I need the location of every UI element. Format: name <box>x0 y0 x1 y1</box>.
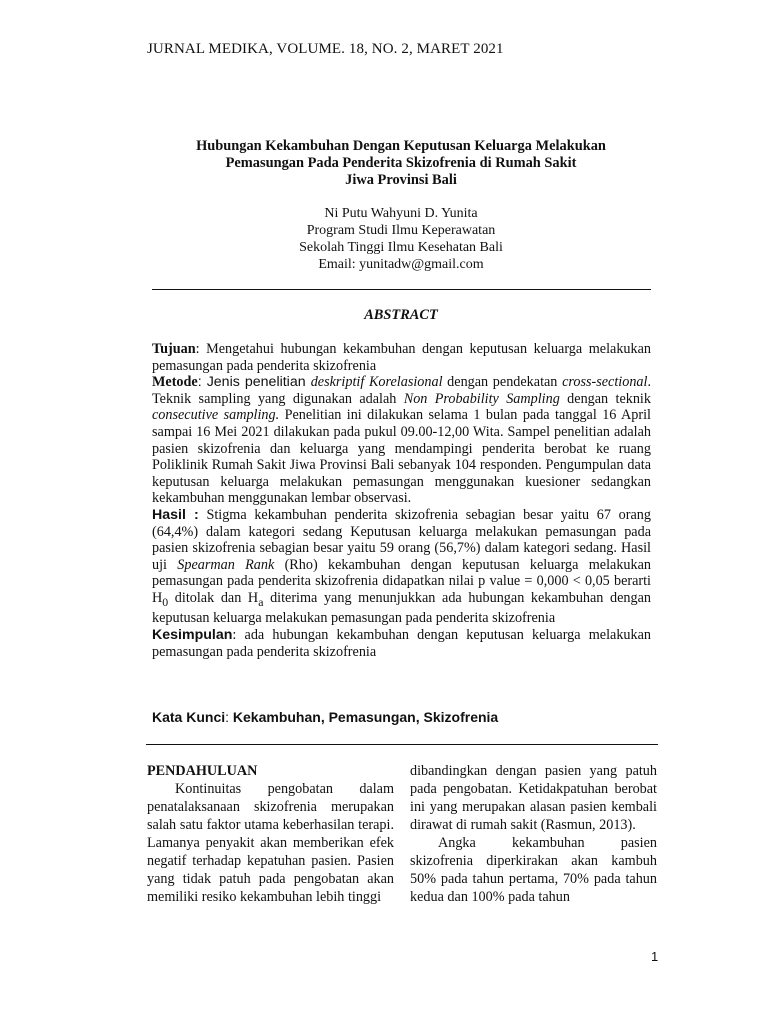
body-column-right <box>410 762 657 906</box>
section-heading: PENDAHULUAN <box>147 763 258 779</box>
abstract-heading: ABSTRACT <box>364 307 438 323</box>
author-program: Program Studi Ilmu Keperawatan <box>306 223 496 238</box>
body-paragraph: Kontinuitas pengobatan dalam penatalaksanaan skizofrenia merupakan salah satu faktor utama keberhasilan terapi. Lamanya penyakit akan memberikan efek negatif terhadap kepatuhan pasien. Pasien yang tidak patuh pada pengobatan akan memiliki resiko kekambuhan lebih tinggi <box>147 781 394 905</box>
author-email: Email: yunitadw@gmail.com <box>318 257 484 272</box>
author-institution: Sekolah Tinggi Ilmu Kesehatan Bali <box>299 240 503 255</box>
hasil-label: Hasil : <box>152 506 199 523</box>
article-title <box>150 138 652 189</box>
divider <box>146 744 658 745</box>
keywords: Kata Kunci: Kekambuhan, Pemasungan, Skizofrenia <box>152 709 499 725</box>
title-line: Hubungan Kekambuhan Dengan Keputusan Keluarga Melakukan <box>196 138 606 154</box>
body-paragraph: Angka kekambuhan pasien skizofrenia diperkirakan akan kambuh 50% pada tahun pertama, 70% pada tahun kedua dan 100% pada tahun <box>410 835 657 905</box>
metode-label: Metode <box>152 374 198 391</box>
page-number: 1 <box>651 949 659 964</box>
abstract-metode: Metode: Jenis penelitian deskriptif Korelasional dengan pendekatan cross-sectional. Teknik sampling yang digunakan adalah Non Probability Sampling dengan teknik consecutive sampling. Penelitian ini dilakukan selama 1 bulan pada tanggal 16 April sampai 16 Mei 2021 dilakukan pada pukul 09.00-12,00 Wita. Sampel penelitian adalah pasien skizofrenia dan keluarga yang mendampingi penderita berobat ke ruang Poliklinik Rumah Sakit Jiwa Provinsi Bali sebanyak 104 responden. Pengumpulan data keputusan keluarga melakukan pemasungan menggunakan kuesioner sedangkan kekambuhan menggunakan lembar observasi. <box>152 374 651 507</box>
abstract-body <box>152 341 651 660</box>
divider <box>152 289 651 290</box>
keywords-text: Kekambuhan, Pemasungan, Skizofrenia <box>232 709 499 725</box>
keywords-label: Kata Kunci <box>152 709 226 725</box>
title-line: Pemasungan Pada Penderita Skizofrenia di Rumah Sakit <box>225 155 577 171</box>
author-name: Ni Putu Wahyuni D. Yunita <box>324 206 478 221</box>
abstract-kesimpulan: Kesimpulan: ada hubungan kekambuhan dengan keputusan keluarga melakukan pemasungan pada penderita skizofrenia <box>152 626 651 660</box>
title-line: Jiwa Provinsi Bali <box>345 172 457 188</box>
abstract-tujuan: Tujuan: Mengetahui hubungan kekambuhan dengan keputusan keluarga melakukan pemasungan pada penderita skizofrenia <box>152 341 651 374</box>
journal-header: JURNAL MEDIKA, VOLUME. 18, NO. 2, MARET 2021 <box>147 41 504 57</box>
author-block <box>150 205 652 273</box>
tujuan-label: Tujuan <box>152 341 196 357</box>
body-column-left <box>147 762 394 906</box>
body-paragraph: dibandingkan dengan pasien yang patuh pada pengobatan. Ketidakpatuhan berobat ini yang merupakan alasan pasien kembali dirawat di rumah sakit (Rasmun, 2013). <box>410 763 657 833</box>
kesimpulan-label: Kesimpulan <box>152 626 233 643</box>
abstract-hasil: Hasil : Stigma kekambuhan penderita skizofrenia sebagian besar yaitu 67 orang (64,4%) dalam kategori sedang Keputusan keluarga melakukan pemasungan pada pasien skizofrenia sebagian besar yaitu 59 orang (56,7%) dalam kategori sedang. Hasil uji Spearman Rank (Rho) kekambuhan dengan keputusan keluarga melakukan pemasungan pada penderita skizofrenia didapatkan nilai p value = 0,000 < 0,05 berarti $H_0$ ditolak dan $H_a$ diterima yang menunjukkan ada hubungan kekambuhan dengan keputusan keluarga melakukan pemasungan pada penderita skizofrenia <box>152 506 651 627</box>
